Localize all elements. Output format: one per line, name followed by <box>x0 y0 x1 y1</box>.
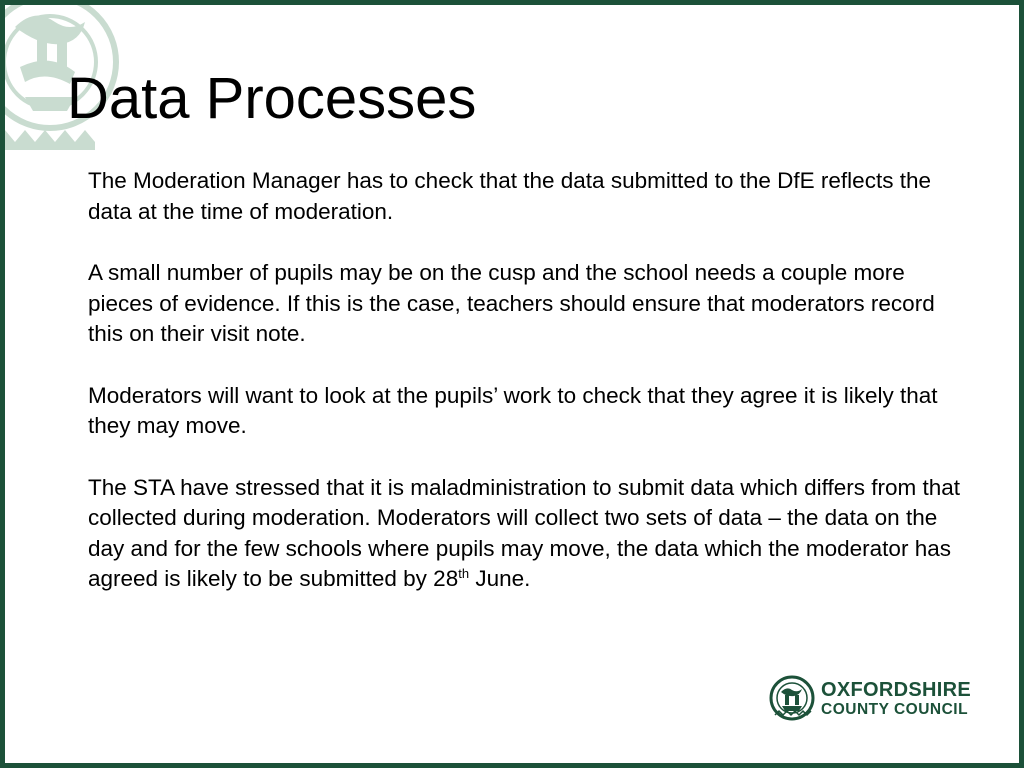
logo-line-oxfordshire: OXFORDSHIRE <box>821 679 971 701</box>
slide-body <box>88 166 968 626</box>
paragraph-1: The Moderation Manager has to check that the data submitted to the DfE reflects the data at the time of moderation. <box>88 168 931 224</box>
slide-title: Data Processes <box>67 66 477 131</box>
oxfordshire-crest-icon <box>769 675 815 721</box>
paragraph-2: A small number of pupils may be on the cusp and the school needs a couple more pieces of evidence. If this is the case, teachers should ensure that moderators record this on their visit note. <box>88 260 935 346</box>
oxfordshire-logo <box>769 675 979 725</box>
paragraph-3: Moderators will want to look at the pupils’ work to check that they agree it is likely that they may move. <box>88 382 938 438</box>
paragraph-4-text: The STA have stressed that it is maladministration to submit data which differs from that collected during moderation. Moderators will collect two sets of data – the data on the day and for the few schools where pupils may move, the data which the moderator has agreed is likely to be submitted by 28 <box>88 474 961 591</box>
logo-line-county-council: COUNTY COUNCIL <box>821 701 969 718</box>
date-superscript: th <box>458 566 470 581</box>
paragraph-4-suffix: June. <box>469 566 531 591</box>
paragraph-4 <box>88 473 968 595</box>
